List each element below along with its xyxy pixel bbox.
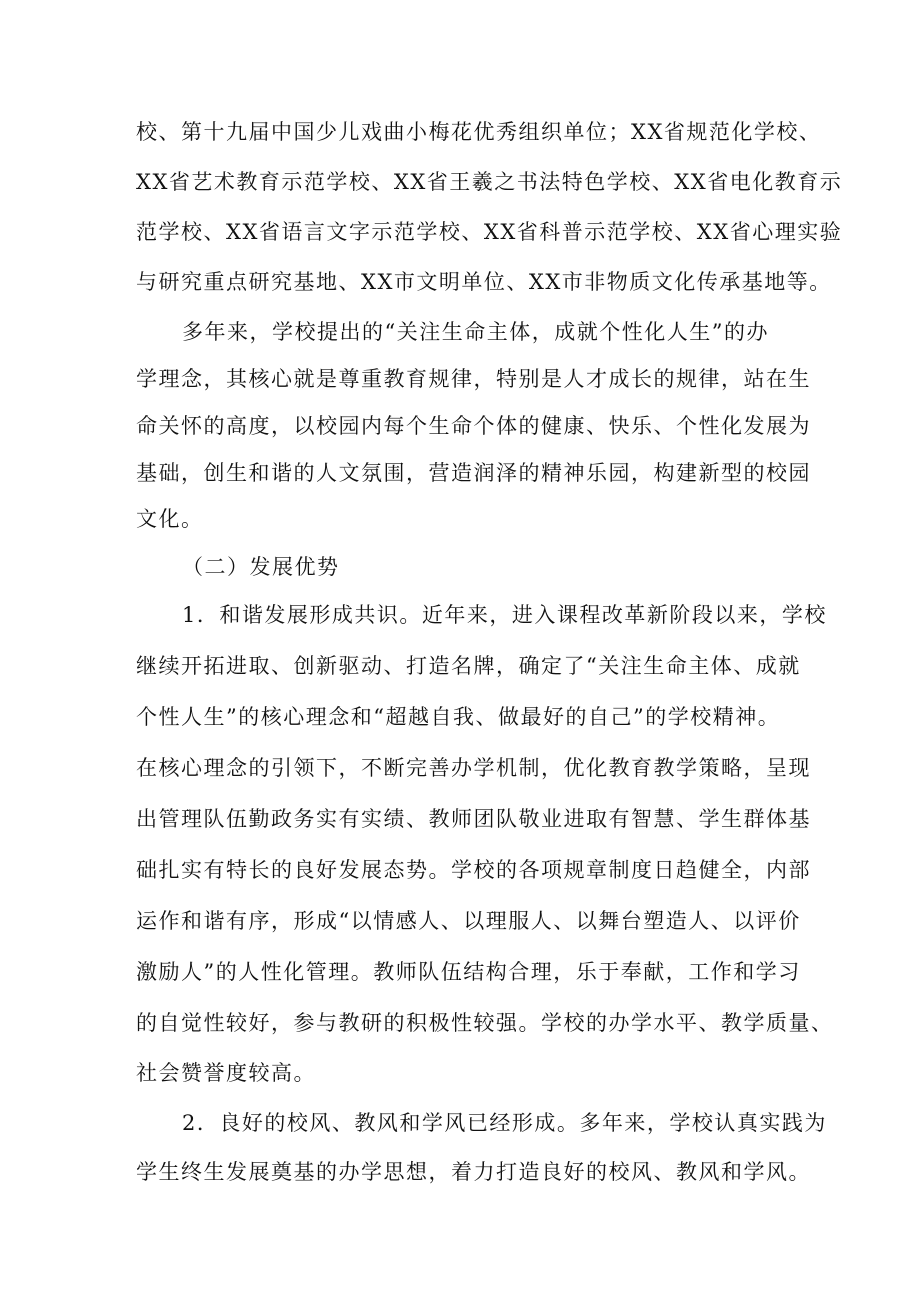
advantage-1-line-1: 1．和谐发展形成共识。近年来，进入课程改革新阶段以来，学校 — [182, 603, 827, 627]
advantage-1-line-5: 出管理队伍勤政务实有实绩、教师团队敬业进取有智慧、学生群体基 — [136, 807, 811, 831]
advantage-1-line-3: 个性人生”的核心理念和“超越自我、做最好的自己”的学校精神。 — [136, 705, 781, 729]
honors-line-2: XX省艺术教育示范学校、XX省王羲之书法特色学校、XX省电化教育示 — [136, 170, 843, 194]
philosophy-line-5: 文化。 — [136, 507, 204, 531]
honors-line-4: 与研究重点研究基地、XX市文明单位、XX市非物质文化传承基地等。 — [136, 270, 832, 294]
advantage-1-line-8: 激励人”的人性化管理。教师队伍结构合理，乐于奉献，工作和学习 — [136, 960, 801, 984]
honors-line-3: 范学校、XX省语言文字示范学校、XX省科普示范学校、XX省心理实验 — [136, 220, 843, 244]
section-heading: （二）发展优势 — [182, 555, 340, 579]
advantage-1-line-4: 在核心理念的引领下，不断完善办学机制，优化教育教学策略，呈现 — [136, 756, 811, 780]
advantage-1-line-7: 运作和谐有序，形成“以情感人、以理服人、以舞台塑造人、以评价 — [136, 909, 801, 933]
philosophy-line-3: 命关怀的高度，以校园内每个生命个体的健康、快乐、个性化发展为 — [136, 414, 811, 438]
advantage-2-line-1: 2．良好的校风、教风和学风已经形成。多年来，学校认真实践为 — [182, 1111, 827, 1135]
philosophy-line-1: 多年来，学校提出的“关注生命主体，成就个性化人生”的办 — [182, 320, 769, 344]
advantage-1-line-10: 社会赞誉度较高。 — [136, 1061, 316, 1085]
advantage-1-line-6: 础扎实有特长的良好发展态势。学校的各项规章制度日趋健全，内部 — [136, 858, 811, 882]
honors-line-1: 校、第十九届中国少儿戏曲小梅花优秀组织单位；XX省规范化学校、 — [136, 120, 822, 144]
advantage-1-line-2: 继续开拓进取、创新驱动、打造名牌，确定了“关注生命主体、成就 — [136, 654, 801, 678]
advantage-1-line-9: 的自觉性较好，参与教研的积极性较强。学校的办学水平、教学质量、 — [136, 1011, 834, 1035]
philosophy-line-2: 学理念，其核心就是尊重教育规律，特别是人才成长的规律，站在生 — [136, 367, 811, 391]
advantage-2-line-2: 学生终生发展奠基的办学思想，着力打造良好的校风、教风和学风。 — [136, 1160, 811, 1184]
philosophy-line-4: 基础，创生和谐的人文氛围，营造润泽的精神乐园，构建新型的校园 — [136, 461, 811, 485]
